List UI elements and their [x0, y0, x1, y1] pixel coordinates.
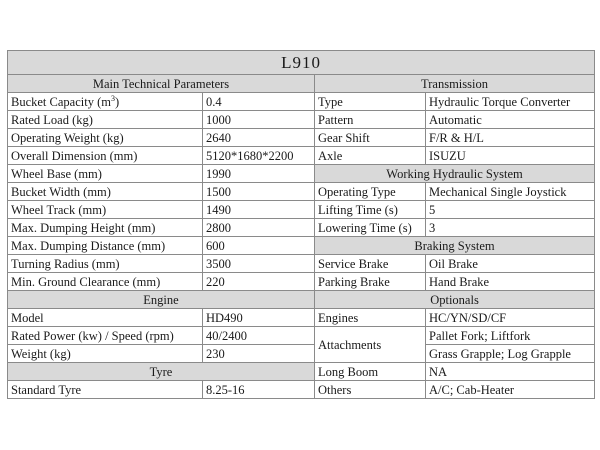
table-row [8, 129, 595, 147]
param-value: ISUZU [426, 147, 595, 165]
param-label: Parking Brake [315, 273, 426, 291]
param-value: Hand Brake [426, 273, 595, 291]
table-row [8, 363, 595, 381]
param-label: Wheel Base (mm) [8, 165, 203, 183]
spec-table [7, 50, 595, 399]
param-label: Engines [315, 309, 426, 327]
param-value: 1500 [203, 183, 315, 201]
param-label: Type [315, 93, 426, 111]
param-label: Rated Load (kg) [8, 111, 203, 129]
section-main-parameters: Main Technical Parameters [8, 75, 315, 93]
param-label: Pattern [315, 111, 426, 129]
param-label: Turning Radius (mm) [8, 255, 203, 273]
table-row [8, 381, 595, 399]
param-label: Operating Weight (kg) [8, 129, 203, 147]
param-value: Hydraulic Torque Converter [426, 93, 595, 111]
param-value: 5 [426, 201, 595, 219]
param-value: Mechanical Single Joystick [426, 183, 595, 201]
param-label: Standard Tyre [8, 381, 203, 399]
param-label: Gear Shift [315, 129, 426, 147]
param-value: 3 [426, 219, 595, 237]
param-value: 230 [203, 345, 315, 363]
section-tyre: Tyre [8, 363, 315, 381]
param-value: 1990 [203, 165, 315, 183]
section-engine: Engine [8, 291, 315, 309]
table-row [8, 165, 595, 183]
param-label: Max. Dumping Height (mm) [8, 219, 203, 237]
table-row [8, 255, 595, 273]
section-working-hydraulic: Working Hydraulic System [315, 165, 595, 183]
param-label: Rated Power (kw) / Speed (rpm) [8, 327, 203, 345]
section-optionals: Optionals [315, 291, 595, 309]
param-label: Wheel Track (mm) [8, 201, 203, 219]
param-value: 2800 [203, 219, 315, 237]
param-label: Min. Ground Clearance (mm) [8, 273, 203, 291]
param-label: Overall Dimension (mm) [8, 147, 203, 165]
param-label: Long Boom [315, 363, 426, 381]
param-value: F/R & H/L [426, 129, 595, 147]
param-label: Bucket Capacity $(m^3)$ [8, 93, 203, 111]
param-label: Max. Dumping Distance (mm) [8, 237, 203, 255]
param-value: 1000 [203, 111, 315, 129]
table-row [8, 183, 595, 201]
param-label: Lifting Time (s) [315, 201, 426, 219]
table-row [8, 111, 595, 129]
table-row [8, 147, 595, 165]
param-label: Bucket Width (mm) [8, 183, 203, 201]
param-value: Grass Grapple; Log Grapple [426, 345, 595, 363]
param-value: 1490 [203, 201, 315, 219]
model-title: L910 [8, 51, 595, 75]
table-row [8, 237, 595, 255]
param-value: NA [426, 363, 595, 381]
param-label: Others [315, 381, 426, 399]
param-value: 8.25-16 [203, 381, 315, 399]
table-row [8, 201, 595, 219]
param-value: Automatic [426, 111, 595, 129]
param-label: Model [8, 309, 203, 327]
table-row [8, 327, 595, 345]
param-value: 600 [203, 237, 315, 255]
param-value: 220 [203, 273, 315, 291]
table-row [8, 93, 595, 111]
param-value: 0.4 [203, 93, 315, 111]
param-value: HC/YN/SD/CF [426, 309, 595, 327]
param-value: Pallet Fork; Liftfork [426, 327, 595, 345]
table-row [8, 219, 595, 237]
param-label: Lowering Time (s) [315, 219, 426, 237]
table-row [8, 309, 595, 327]
param-value: 2640 [203, 129, 315, 147]
section-braking: Braking System [315, 237, 595, 255]
param-label: Weight (kg) [8, 345, 203, 363]
section-transmission: Transmission [315, 75, 595, 93]
param-label: Service Brake [315, 255, 426, 273]
param-label: Attachments [315, 327, 426, 363]
param-value: 40/2400 [203, 327, 315, 345]
table-row [8, 273, 595, 291]
table-row [8, 345, 595, 363]
param-value: Oil Brake [426, 255, 595, 273]
param-label: Operating Type [315, 183, 426, 201]
param-value: 3500 [203, 255, 315, 273]
param-value: 5120*1680*2200 [203, 147, 315, 165]
param-value: HD490 [203, 309, 315, 327]
param-value: A/C; Cab-Heater [426, 381, 595, 399]
param-label: Axle [315, 147, 426, 165]
